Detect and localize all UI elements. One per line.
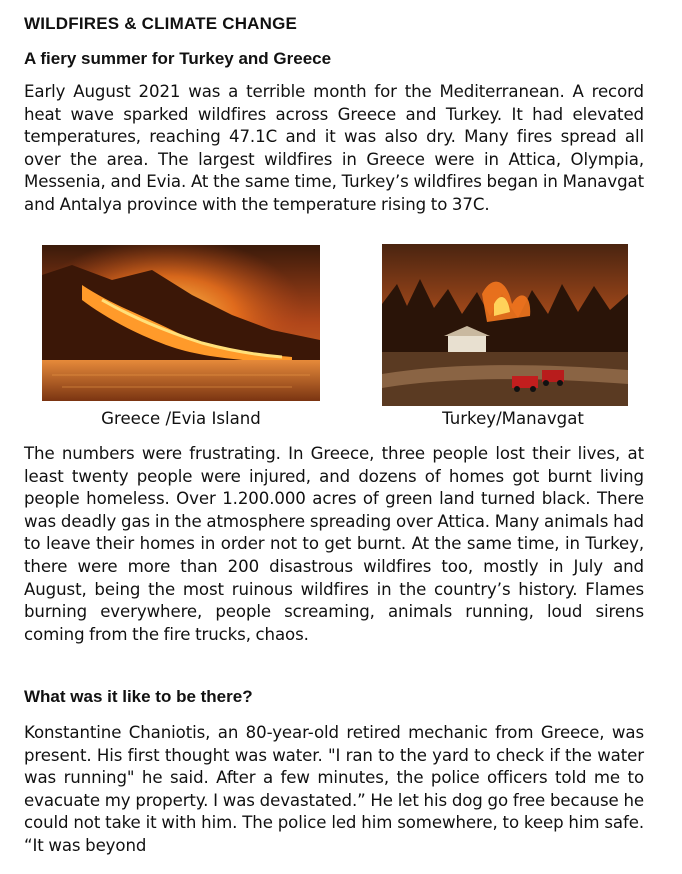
photo-caption-greece: Greece /Evia Island [101,409,261,428]
wildfire-photo-icon [42,245,320,401]
experience-heading: What was it like to be there? [24,687,253,706]
section-title: WILDFIRES & CLIMATE CHANGE [24,14,298,33]
testimony-paragraph: Konstantine Chaniotis, an 80-year-old retired mechanic from Greece, was present. His first thought was water. "I ran to the yard to check if the water was running" he said. After a few minutes, the police officers told me to evacuate my property. I was devastated.” He let his dog go free because he could not take it with him. The police led him somewhere, to keep him safe. “It was beyond [24,723,644,855]
impact-paragraph: The numbers were frustrating. In Greece, three people lost their lives, at least twenty people were injured, and dozens of homes got burnt living people homeless. Over 1.200.000 acres of green land turned black. There was deadly gas in the atmosphere spreading over Attica. Many animals had to leave their homes in order not to get burnt. At the same time, in Turkey, there were more than 200 disastrous wildfires too, mostly in July and August, being the most ruinous wildfires in the country’s history. Flames burning everywhere, people screaming, animals running, loud sirens coming from the fire trucks, chaos. [24,444,644,644]
article-heading: A fiery summer for Turkey and Greece [24,49,332,68]
evia-wildfire-photo [42,245,320,401]
manavgat-wildfire-photo [382,244,628,406]
photo-caption-turkey: Turkey/Manavgat [442,409,584,428]
intro-paragraph: Early August 2021 was a terrible month for the Mediterranean. A record heat wave sparked wildfires across Greece and Turkey. It had elevated temperatures, reaching 47.1C and it was also dry. Many fires spread all over the area. The largest wildfires in Greece were in Attica, Olympia, Messenia, and Evia. At the same time, Turkey’s wildfires began in Manavgat and Antalya province with the temperature rising to 37C. [24,82,644,214]
wildfire-photo-icon [382,244,628,406]
